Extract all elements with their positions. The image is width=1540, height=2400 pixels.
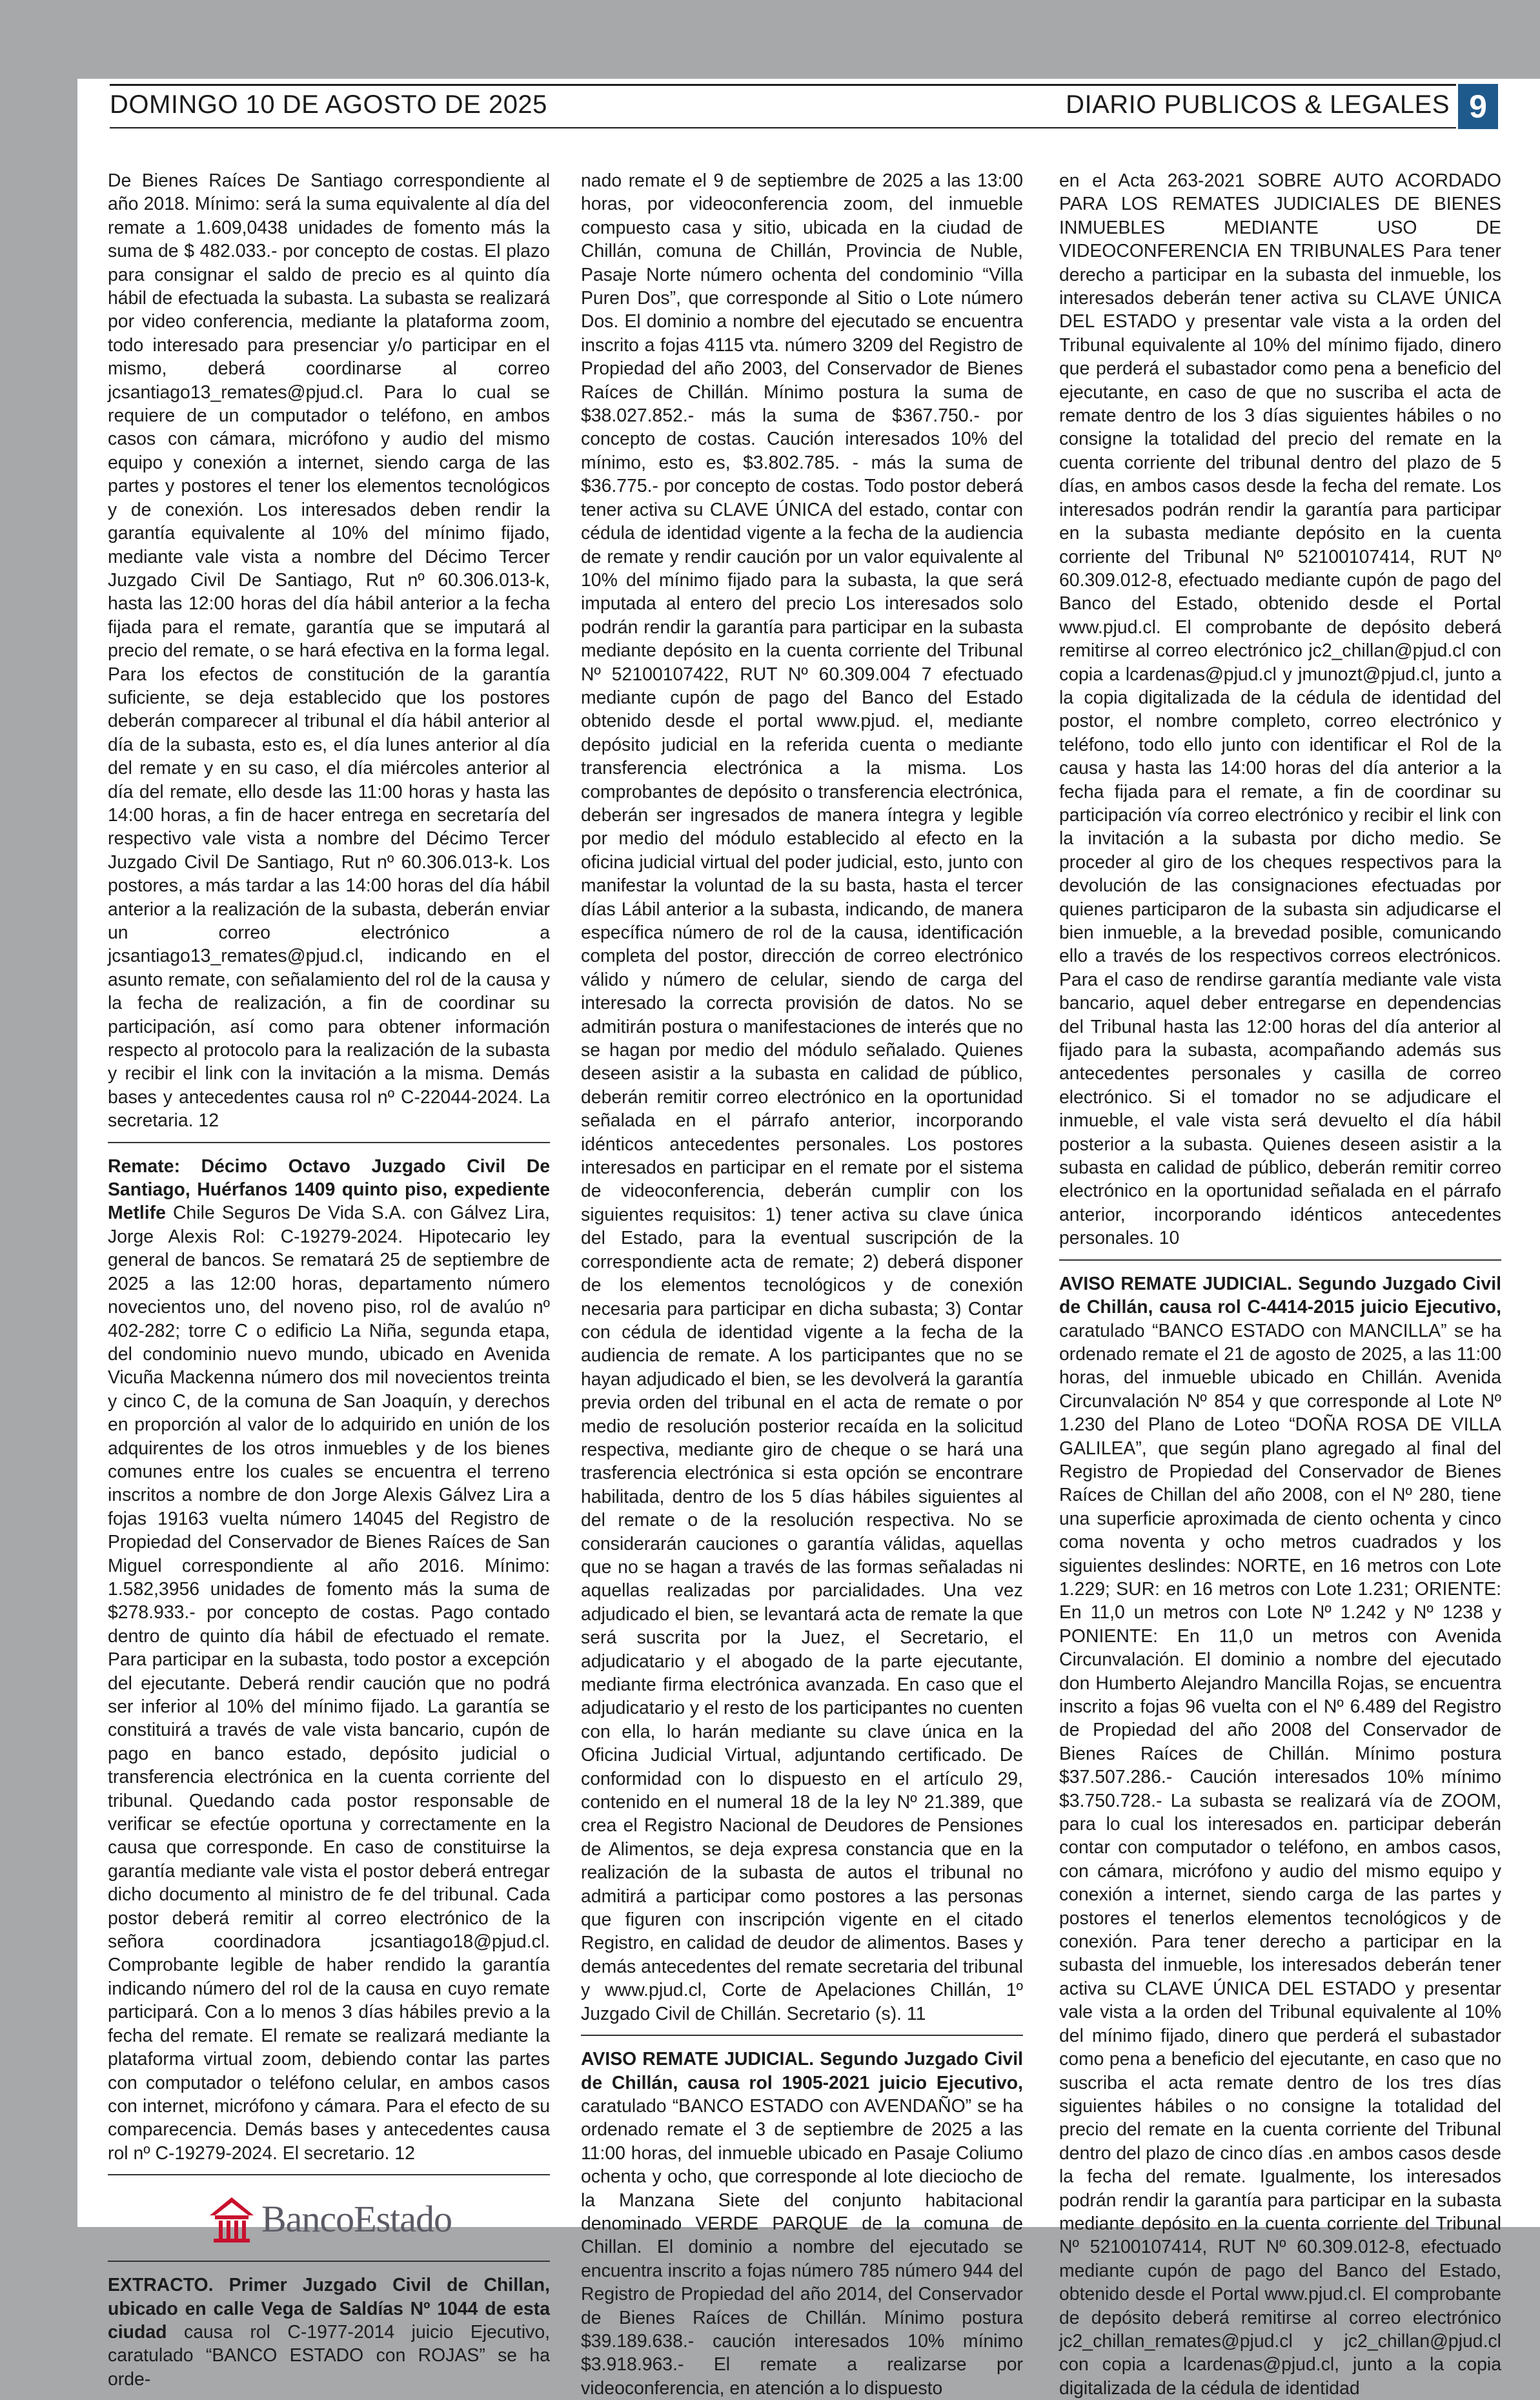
bancoestado-logo — [108, 2187, 550, 2252]
notice — [1059, 1272, 1501, 2400]
notice-text: Chile Seguros De Vida S.A. con Gálvez Lira, Jorge Alexis Rol: C-19279-2024. Hipotecario ley general de bancos. Se rematará 25 de septiembre de 2025 a las 12:00 horas, departamento número novecientos uno, del noveno piso, rol de avalúo nº 402-282; torre C o edificio La Niña, segunda etapa, del condominio nuevo mundo, ubicado en Avenida Vicuña Mackenna número dos mil novecientos treinta y cinco C, de la comuna de San Joaquín, y derechos en proporción al valor de lo adquirido en unión de los adquirentes de los otros inmuebles y de los bienes comunes entre los cuales se encuentra el terreno inscritos a nombre de don Jorge Alexis Gálvez Lira a fojas 19163 vuelta número 14045 del Registro de Propiedad del Conservador de Bienes Raíces de San Miguel correspondiente al año 2016. Mínimo: 1.582,3956 unidades de fomento más la suma de $278.933.- por concepto de costas. Pago contado dentro de quinto día hábil de efectuado el remate. Para participar en la subasta, todo postor a excepción del ejecutante. Deberá rendir caución que no podrá ser inferior al 10% del mínimo fijado. La garantía se constituirá a través de vale vista bancario, cupón de pago en banco estado, depósito judicial o transferencia electrónica en la cuenta corriente del tribunal. Quedando cada postor responsable de verificar se efectúe oportuna y correctamente en la causa que corresponde. En caso de constituirse la garantía mediante vale vista el postor deberá entregar dicho documento al ministro de fe del tribunal. Cada postor deberá remitir al correo electrónico de la señora coordinadora jcsantiago18@pjud.cl. Comprobante legible de haber rendido la garantía indicando número del rol de la causa en cuyo remate participará. Con a lo menos 3 días hábiles previo a la fecha del remate. El remate se realizará mediante la plataforma virtual zoom, debiendo contar las partes con computador o teléfono celular, en ambos casos con internet, micrófono y cámara. Para el efecto de su comparecencia. Demás bases y antecedentes causa rol nº C-19279-2024. El secretario. 12 — [108, 1203, 550, 2164]
notice-text: causa rol C-1977-2014 juicio Ejecutivo, caratulado “BANCO ESTADO con ROJAS” se ha orde- — [108, 2321, 550, 2390]
notice-divider — [108, 2174, 550, 2175]
notice-heading: AVISO REMATE JUDICIAL. Segundo Juzgado Civil de Chillán, causa rol 1905-2021 juicio Ejecutivo, — [581, 2049, 1023, 2093]
notice-heading: AVISO REMATE JUDICIAL. Segundo Juzgado Civil de Chillán, causa rol C-4414-2015 juicio Ejecutivo, — [1059, 1273, 1501, 1318]
notice — [108, 2273, 550, 2391]
header-top-rule — [110, 84, 1456, 86]
notice-text: caratulado “BANCO ESTADO con AVENDAÑO” se ha ordenado remate el 3 de septiembre de 2025 a las 11:00 horas, del inmueble ubicado en Pasaje Coliumo ochenta y ocho, que corresponde al lote dieciocho de la Manzana Siete del conjunto habitacional denominado VERDE PARQUE de la comuna de Chillan. El dominio a nombre del ejecutado se encuentra inscrito a fojas número 785 número 944 del Registro de Propiedad del año 2014, del Conservador de Bienes Raíces de Chillán. Mínimo postura $39.189.638.- caución interesados 10% mínimo $3.918.963.- El remate a realizarse por videoconferencia, en atención a lo dispuesto — [581, 2095, 1023, 2399]
notice-divider — [581, 2035, 1023, 2036]
page-number: 9 — [1458, 84, 1498, 129]
column-2 — [581, 169, 1023, 2400]
notice-text: en el Acta 263-2021 SOBRE AUTO ACORDADO PARA LOS REMATES JUDICIALES DE BIENES INMUEBLES MEDIANTE USO DE VIDEOCONFERENCIA EN TRIBUNALES Para tener derecho a participar en la subasta del inmueble, los interesados deberán tener activa su CLAVE ÚNICA DEL ESTADO y presentar vale vista a la orden del Tribunal equivalente al 10% del mínimo fijado, dinero que perderá el subastador como pena a beneficio del ejecutante, en caso de que no suscriba el acta de remate dentro de los 3 días siguientes hábiles o no consigne la totalidad del precio del remate en la cuenta corriente del tribunal dentro del plazo de 5 días, en ambos casos desde la fecha del remate. Los interesados podrán rendir la garantía para participar en la subasta mediante depósito en la cuenta corriente del Tribunal Nº 52100107414, RUT Nº 60.309.012-8, efectuado mediante cupón de pago del Banco del Estado, obtenido desde el Portal www.pjud.cl. El comprobante de depósito deberá remitirse al correo electrónico jc2_chillan@pjud.cl con copia a lcardenas@pjud.cl y jmunozt@pjud.cl, junto a la copia digitalizada de la cédula de identidad del postor, el nombre completo, correo electrónico y teléfono, todo ello junto con identificar el Rol de la causa y hasta las 14:00 horas del día anterior a la fecha fijada para el remate, a fin de coordinar su participación vía correo electrónico y recibir el link con la invitación a la subasta por dicho medio. Se proceder al giro de los cheques respectivos para la devolución de las consignaciones efectuadas por quienes participaron de la subasta sin adjudicarse el bien inmueble, a la brevedad posible, comunicando ello a través de los respectivos correos electrónicos. Para el caso de rendirse garantía mediante vale vista bancario, aquel deber entregarse en dependencias del Tribunal hasta las 12:00 horas del día anterior al fijado para la subasta, acompañando además sus antecedentes personales y casilla de correo electrónico. Si el tomador no se adjudicare el inmueble, el vale vista será devuelto el día hábil posterior a la subasta. Quienes deseen asistir a la subasta en calidad de público, deberán remitir correo electrónico en la oportunidad señalada en el párrafo anterior, incorporando idénticos antecedentes personales. 10 — [1059, 170, 1501, 1249]
notice-heading: Remate: Décimo Octavo Juzgado Civil De Santiago, Huérfanos 1409 quinto piso, expediente Metlife — [108, 1155, 550, 1224]
notice-text: caratulado “BANCO ESTADO con MANCILLA” se ha ordenado remate el 21 de agosto de 2025, a las 11:00 horas, del inmueble ubicado en Chillán. Avenida Circunvalación Nº 854 y que corresponde al Lote Nº 1.230 del Plano de Loteo “DOÑA ROSA DE VILLA GALILEA”, que según plano agregado al final del Registro de Propiedad del Conservador de Bienes Raíces de Chillan del año 2008, con el Nº 280, tiene una superficie aproximada de ciento ochenta y cinco coma noventa y ocho metros cuadrados y los siguientes deslindes: NORTE, en 16 metros con Lote 1.229; SUR: en 16 metros con Lote 1.231; ORIENTE: En 11,0 un metros con Lote Nº 1.242 y Nº 1238 y PONIENTE: En 11,0 un metros con Avenida Circunvalación. El dominio a nombre del ejecutado don Humberto Alejandro Mancilla Rojas, se encuentra inscrito a fojas 96 vuelta con el Nº 6.489 del Registro de Propiedad del año 2008 del Conservador de Bienes Raíces de Chillán. Mínimo postura $37.507.286.- Caución interesados 10% mínimo $3.750.728.- La subasta se realizará vía de ZOOM, para lo cual los interesados en. participar deberán contar con computador o teléfono, en ambos casos, con cámara, micrófono y audio del mismo equipo y conexión a internet, siendo carga de las partes y postores el tenerlos elementos tecnológicos y de conexión. Para tener derecho a participar en la subasta del inmueble, los interesados deberán tener activa su CLAVE ÚNICA DEL ESTADO y presentar vale vista a la orden del Tribunal equivalente al 10% del mínimo fijado, dinero que perderá el subastador como pena a beneficio del ejecutante, en caso que no suscriba el acta remate dentro de los tres días siguientes hábiles o no consigne la totalidad del precio del remate en la cuenta corriente del Tribunal dentro del plazo de cinco días .en ambos casos desde la fecha del remate. Igualmente, los interesados podrán rendir la garantía para participar en la subasta mediante depósito en la cuenta corriente del Tribunal Nº 52100107414, RUT Nº 60.309.012-8, efectuado mediante cupón de pago del Banco del Estado, obtenido desde el Portal www.pjud.cl. El comprobante de depósito deberá remitirse al correo electrónico jc2_chillan_remates@pjud.cl y jc2_chillan@pjud.cl con copia a lcardenas@pjud.cl, junto a la copia digitalizada de la cédula de identidad — [1059, 1320, 1501, 2399]
header-publication: DIARIO PUBLICOS & LEGALES — [1066, 90, 1450, 119]
notice-divider — [1059, 1259, 1501, 1261]
notice — [108, 1155, 550, 2165]
bancoestado-emblem-icon — [206, 2192, 258, 2246]
column-1 — [108, 169, 550, 2391]
notice-divider — [108, 2261, 550, 2262]
notice-text: De Bienes Raíces De Santiago correspondiente al año 2018. Mínimo: será la suma equivalente al día del remate a 1.609,0438 unidades de fomento más la suma de $ 482.033.- por concepto de costas. El plazo para consignar el saldo de precio es al quinto día hábil de efectuada la subasta. La subasta se realizará por video conferencia, mediante la plataforma zoom, todo interesado para presenciar y/o participar en el mismo, deberá coordinarse al correo jcsantiago13_remates@pjud.cl. Para lo cual se requiere de un computador o teléfono, en ambos casos con cámara, micrófono y audio del mismo equipo y conexión a internet, siendo carga de las partes y postores el tener los elementos tecnológicos y de conexión. Los interesados deben rendir la garantía equivalente al 10% del mínimo fijado, mediante vale vista a nombre del Décimo Tercer Juzgado Civil De Santiago, Rut nº 60.306.013-k, hasta las 12:00 horas del día hábil anterior a la fecha fijada para el remate, garantía que se imputará al precio del remate, o se hará efectiva en la forma legal. Para los efectos de constitución de la garantía suficiente, se deja establecido que los postores deberán comparecer al tribunal el día hábil anterior al día de la subasta, esto es, el día lunes anterior al día del remate y en su caso, el día miércoles anterior al día del remate, ello desde las 11:00 horas y hasta las 14:00 horas, a fin de hacer entrega en secretaría del respectivo vale vista a nombre del Décimo Tercer Juzgado Civil De Santiago, Rut nº 60.306.013-k. Los postores, a más tardar a las 14:00 horas del día hábil anterior a la realización de la subasta, deberán enviar un correo electrónico a jcsantiago13_remates@pjud.cl, indicando en el asunto remate, con señalamiento del rol de la causa y la fecha de realización, a fin de coordinar su participación, así como para obtener información respecto al protocolo para la realización de la subasta y recibir el link con la invitación a la misma. Demás bases y antecedentes causa rol nº C-22044-2024. La secretaria. 12 — [108, 170, 550, 1132]
notice-divider — [108, 1142, 550, 1143]
header-date: DOMINGO 10 DE AGOSTO DE 2025 — [110, 90, 547, 119]
column-3 — [1059, 169, 1501, 2400]
header-bottom-rule — [110, 127, 1456, 128]
notice — [581, 2048, 1023, 2400]
notice-heading: EXTRACTO. Primer Juzgado Civil de Chillan, ubicado en calle Vega de Saldías Nº 1044 de esta ciudad — [108, 2275, 550, 2343]
bancoestado-wordmark: BancoEstado — [261, 2197, 452, 2240]
notice-text: nado remate el 9 de septiembre de 2025 a las 13:00 horas, por videoconferencia zoom, del inmueble compuesto casa y sitio, ubicada en la ciudad de Chillán, comuna de Chillán, Provincia de Nuble, Pasaje Norte número ochenta del condominio “Villa Puren Dos”, que corresponde al Sitio o Lote número Dos. El dominio a nombre del ejecutado se encuentra inscrito a fojas 4115 vta. número 3209 del Registro de Propiedad del año 2003, del Conservador de Bienes Raíces de Chillán. Mínimo postura la suma de $38.027.852.- más la suma de $367.750.- por concepto de costas. Caución interesados 10% del mínimo, esto es, $3.802.785. - más la suma de $36.775.- por concepto de costas. Todo postor deberá tener activa su CLAVE ÚNICA del estado, contar con cédula de identidad vigente a la fecha de la audiencia de remate y rendir caución por un valor equivalente al 10% del mínimo fijado para la subasta, la que será imputada al entero del precio Los interesados solo podrán rendir la garantía para participar en la subasta mediante depósito en la cuenta corriente del Tribunal Nº 52100107422, RUT Nº 60.309.004 7 efectuado mediante cupón de pago del Banco del Estado obtenido desde el portal www.pjud. el, mediante depósito judicial en la referida cuenta o mediante transferencia electrónica a la misma. Los comprobantes de depósito o transferencia electrónica, deberán ser ingresados de manera íntegra y legible por medio del módulo establecido al efecto en la oficina judicial virtual del poder judicial, esto, junto con manifestar la voluntad de la su basta, hasta el tercer días Lábil anterior a la subasta, indicando, de manera específica número de rol de la causa, identificación completa del postor, dirección de correo electrónico válido y número de celular, siendo de carga del interesado la correcta provisión de datos. No se admitirán postura o manifestaciones de interés que no se hagan por medio del módulo señalado. Quienes deseen asistir a la subasta en calidad de público, deberán remitir correo electrónico en la oportunidad señalada en el párrafo anterior, incorporando idénticos antecedentes personales. Los postores interesados en participar en el remate por el sistema de videoconferencia, deberán cumplir con los siguientes requisitos: 1) tener activa su clave única del Estado, para la eventual suscripción de la correspondiente acta de remate; 2) deberá disponer de los elementos tecnológicos y de conexión necesaria para participar en dicha subasta; 3) Contar con cédula de identidad vigente a la fecha de la audiencia de remate. A los participantes que no se hayan adjudicado el bien, se les devolverá la garantía previa orden del tribunal en el acta de remate o por medio de resolución posterior recaída en la solicitud respectiva, mediante giro de cheque o se hará una trasferencia electrónica si esta opción se encontrare habilitada, dentro de los 5 días hábiles siguientes al del remate o de la resolución respectiva. No se considerarán cauciones o garantía válidas, aquellas que no se hagan a través de las formas señaladas ni aquellas realizadas por parcialidades. Una vez adjudicado el bien, se levantará acta de remate la que será suscrita por la Juez, el Secretario, el adjudicatario y el abogado de la parte ejecutante, mediante firma electrónica avanzada. En caso que el adjudicatario y el resto de los participantes no cuenten con ella, lo harán mediante su clave única en la Oficina Judicial Virtual, adjuntando certificado. De conformidad con lo dispuesto en el artículo 29, contenido en el numeral 18 de la ley Nº 21.389, que crea el Registro Nacional de Deudores de Pensiones de Alimentos, se deja expresa constancia que en la realización de la subasta de autos el tribunal no admitirá a participar como postores a las personas que figuren con inscripción vigente en el citado Registro, en calidad de deudor de alimentos. Bases y demás antecedentes del remate secretaria del tribunal y www.pjud.cl, Corte de Apelaciones Chillán, 1º Juzgado Civil de Chillán. Secretario (s). 11 — [581, 170, 1023, 2024]
